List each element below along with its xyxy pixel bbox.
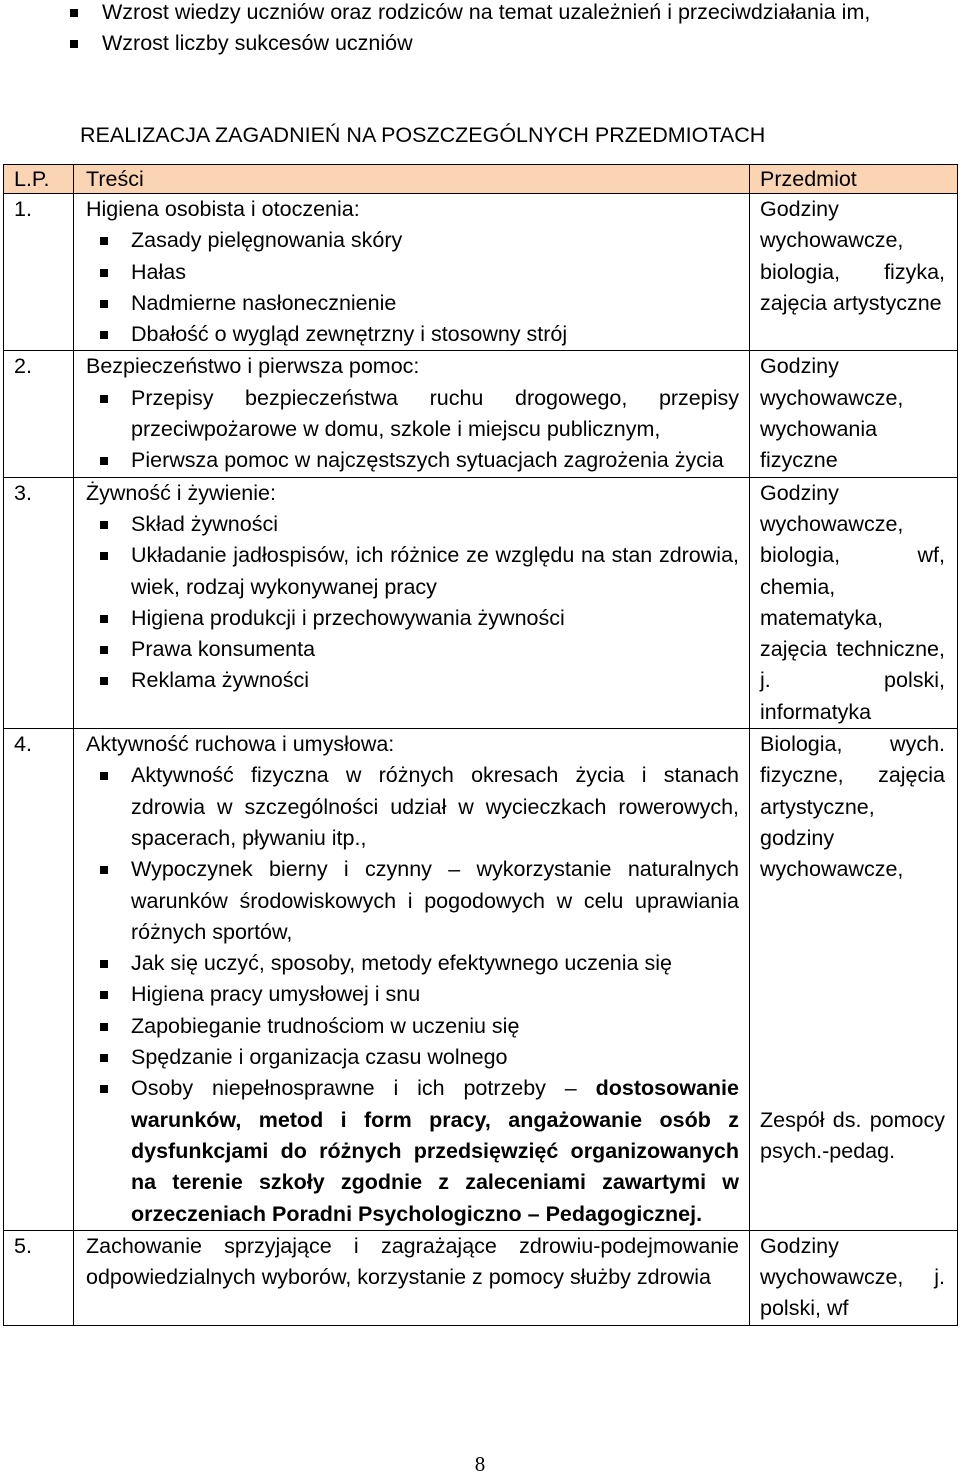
list-item: Spędzanie i organizacja czasu wolnego — [131, 1042, 739, 1073]
topic-title: Bezpieczeństwo i pierwsza pomoc: — [86, 354, 420, 379]
item-normal-text: Osoby niepełnosprawne i ich potrzeby – — [131, 1076, 577, 1101]
row-subject — [750, 477, 958, 728]
list-item: Skład żywności — [131, 509, 739, 540]
list-item: Higiena produkcji i przechowywania żywności — [131, 603, 739, 634]
list-item: Zasady pielęgnowania skóry — [131, 225, 739, 256]
topic-title: Zachowanie sprzyjające i zagrażające zdrowiu-podejmowanie odpowiedzialnych wyborów, korzystanie z pomocy służby zdrowia — [86, 1233, 739, 1290]
list-item: Jak się uczyć, sposoby, metody efektywnego uczenia się — [131, 948, 739, 979]
subject-text: Biologia, wych. fizyczne, zajęcia artystyczne, godziny wychowawcze, — [760, 732, 945, 882]
row-content — [74, 194, 750, 351]
list-item: Wypoczynek bierny i czynny – wykorzystanie naturalnych warunków środowiskowych i pogodowych w celu uprawiania różnych sportów, — [131, 854, 739, 948]
topic-title: Żywność i żywienie: — [86, 480, 276, 505]
subject-text: Godziny wychowawcze, wychowania fizyczne — [760, 354, 904, 473]
list-item: Pierwsza pomoc w najczęstszych sytuacjach zagrożenia życia — [131, 445, 739, 476]
table-row — [4, 729, 958, 1231]
item-bold-text: dostosowanie warunków, metod i form pracy, angażowanie osób z dysfunkcjami do różnych przedsięwzięć organizowanych na terenie szkoły zgodnie z zaleceniami zawartymi w orzeczeniach Poradni Psychologiczno – Pedagogicznej. — [131, 1076, 739, 1226]
header-subject: Przedmiot — [750, 165, 958, 194]
table-row — [4, 351, 958, 477]
section-title: REALIZACJA ZAGADNIEŃ NA POSZCZEGÓLNYCH PRZEDMIOTACH — [80, 123, 766, 147]
row-number: 1. — [4, 194, 74, 351]
topic-items — [86, 383, 739, 477]
list-item: Reklama żywności — [131, 665, 739, 696]
intro-bullet: Wzrost wiedzy uczniów oraz rodziców na temat uzależnień i przeciwdziałania im, — [70, 0, 898, 28]
table-header-row — [4, 165, 958, 194]
list-item: Zapobieganie trudnościom w uczeniu się — [131, 1011, 739, 1042]
row-subject — [750, 1230, 958, 1325]
row-content — [74, 729, 750, 1231]
row-subject — [750, 351, 958, 477]
subject-extra-text: Zespół ds. pomocy psych.-pedag. — [760, 1107, 945, 1163]
list-item: Przepisy bezpieczeństwa ruchu drogowego, przepisy przeciwpożarowe w domu, szkole i miejscu publicznym, — [131, 383, 739, 446]
intro-bullet-list — [70, 0, 898, 60]
subject-text: Godziny wychowawcze, biologia, fizyka, zajęcia artystyczne — [760, 197, 945, 315]
intro-bullet: Wzrost liczby sukcesów uczniów — [70, 28, 898, 59]
page-number: 8 — [474, 1452, 486, 1476]
row-number: 2. — [4, 351, 74, 477]
topic-title: Higiena osobista i otoczenia: — [86, 197, 360, 221]
list-item: Higiena pracy umysłowej i snu — [131, 979, 739, 1010]
header-lp: L.P. — [4, 165, 74, 194]
topic-items — [86, 760, 739, 1229]
row-subject — [750, 729, 958, 1231]
list-item: Prawa konsumenta — [131, 634, 739, 665]
row-content — [74, 477, 750, 728]
row-content — [74, 1230, 750, 1325]
list-item: Dbałość o wygląd zewnętrzny i stosowny strój — [131, 319, 739, 350]
topics-table — [3, 164, 958, 1326]
list-item: Hałas — [131, 257, 739, 288]
table-row — [4, 477, 958, 728]
row-content — [74, 351, 750, 477]
table-row — [4, 194, 958, 351]
subject-text: Godziny wychowawcze, j. polski, wf — [760, 1233, 945, 1321]
topic-items — [86, 509, 739, 697]
list-item: Układanie jadłospisów, ich różnice ze względu na stan zdrowia, wiek, rodzaj wykonywanej pracy — [131, 540, 739, 603]
table-row — [4, 1230, 958, 1325]
row-subject — [750, 194, 958, 351]
list-item: Aktywność fizyczna w różnych okresach życia i stanach zdrowia w szczególności udział w wycieczkach rowerowych, spacerach, pływaniu itp., — [131, 760, 739, 854]
list-item-mixed — [131, 1073, 739, 1229]
list-item: Nadmierne nasłonecznienie — [131, 288, 739, 319]
subject-text: Godziny wychowawcze, biologia, wf, chemia, matematyka, zajęcia techniczne, j. polski, informatyka — [760, 480, 945, 724]
row-number: 4. — [4, 729, 74, 1231]
topic-title: Aktywność ruchowa i umysłowa: — [86, 732, 395, 757]
topic-items — [86, 225, 739, 350]
row-number: 5. — [4, 1230, 74, 1325]
header-content: Treści — [74, 165, 750, 194]
row-number: 3. — [4, 477, 74, 728]
